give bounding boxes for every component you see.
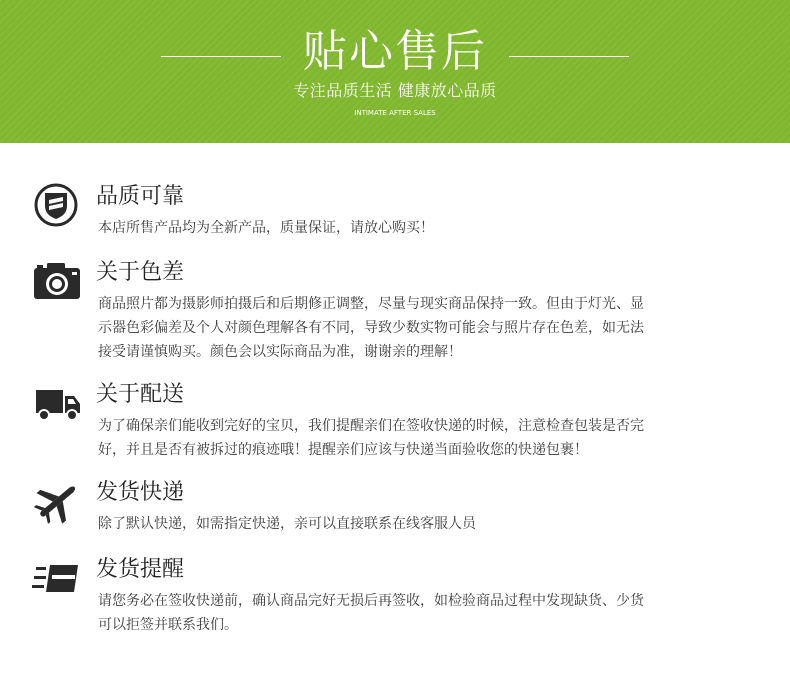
text-line: 除了默认快递，如需指定快递，亲可以直接联系在线客服人员 bbox=[98, 516, 476, 532]
section-text bbox=[98, 512, 758, 536]
fast-shipping-box-icon bbox=[28, 555, 88, 603]
text-line: 示器色彩偏差及个人对颜色理解各有不同，导致少数实物可能会与照片存在色差，如无法 bbox=[98, 320, 644, 336]
header-banner bbox=[0, 0, 790, 143]
text-line: 接受请谨慎购买。颜色会以实际商品为准，谢谢亲的理解！ bbox=[98, 344, 462, 360]
camera-icon bbox=[28, 258, 88, 306]
text-line: 好，并且是否有被拆过的痕迹哦！提醒亲们应该与快递当面验收您的快递包裹！ bbox=[98, 442, 588, 458]
text-line: 请您务必在签收快递前，确认商品完好无损后再签收，如检验商品过程中发现缺货、少货 bbox=[98, 593, 644, 609]
delivery-truck-icon bbox=[28, 380, 88, 428]
text-line: 为了确保亲们能收到完好的宝贝，我们提醒亲们在签收快递的时候，注意检查包装是否完 bbox=[98, 418, 644, 434]
english-caption: INTIMATE AFTER SALES bbox=[354, 109, 436, 117]
airplane-icon bbox=[28, 478, 88, 526]
section-heading: 关于配送 bbox=[96, 382, 185, 407]
section-heading: 关于色差 bbox=[96, 260, 185, 285]
section-text bbox=[98, 292, 758, 364]
text-line: 可以拒签并联系我们。 bbox=[98, 617, 238, 633]
section-heading: 发货提醒 bbox=[96, 557, 185, 582]
text-line: 商品照片都为摄影师拍摄后和后期修正调整，尽量与现实商品保持一致。但由于灯光、显 bbox=[98, 296, 644, 312]
page-subtitle: 专注品质生活 健康放心品质 bbox=[293, 81, 497, 100]
section-text bbox=[98, 414, 758, 462]
text-line: 本店所售产品均为全新产品，质量保证，请放心购买！ bbox=[98, 220, 434, 236]
section-heading: 发货快递 bbox=[96, 480, 185, 505]
section-text bbox=[98, 589, 758, 637]
section-heading: 品质可靠 bbox=[96, 184, 185, 209]
shield-badge-icon bbox=[28, 182, 88, 230]
section-text bbox=[98, 216, 758, 240]
page-title: 贴心售后 bbox=[303, 26, 487, 77]
